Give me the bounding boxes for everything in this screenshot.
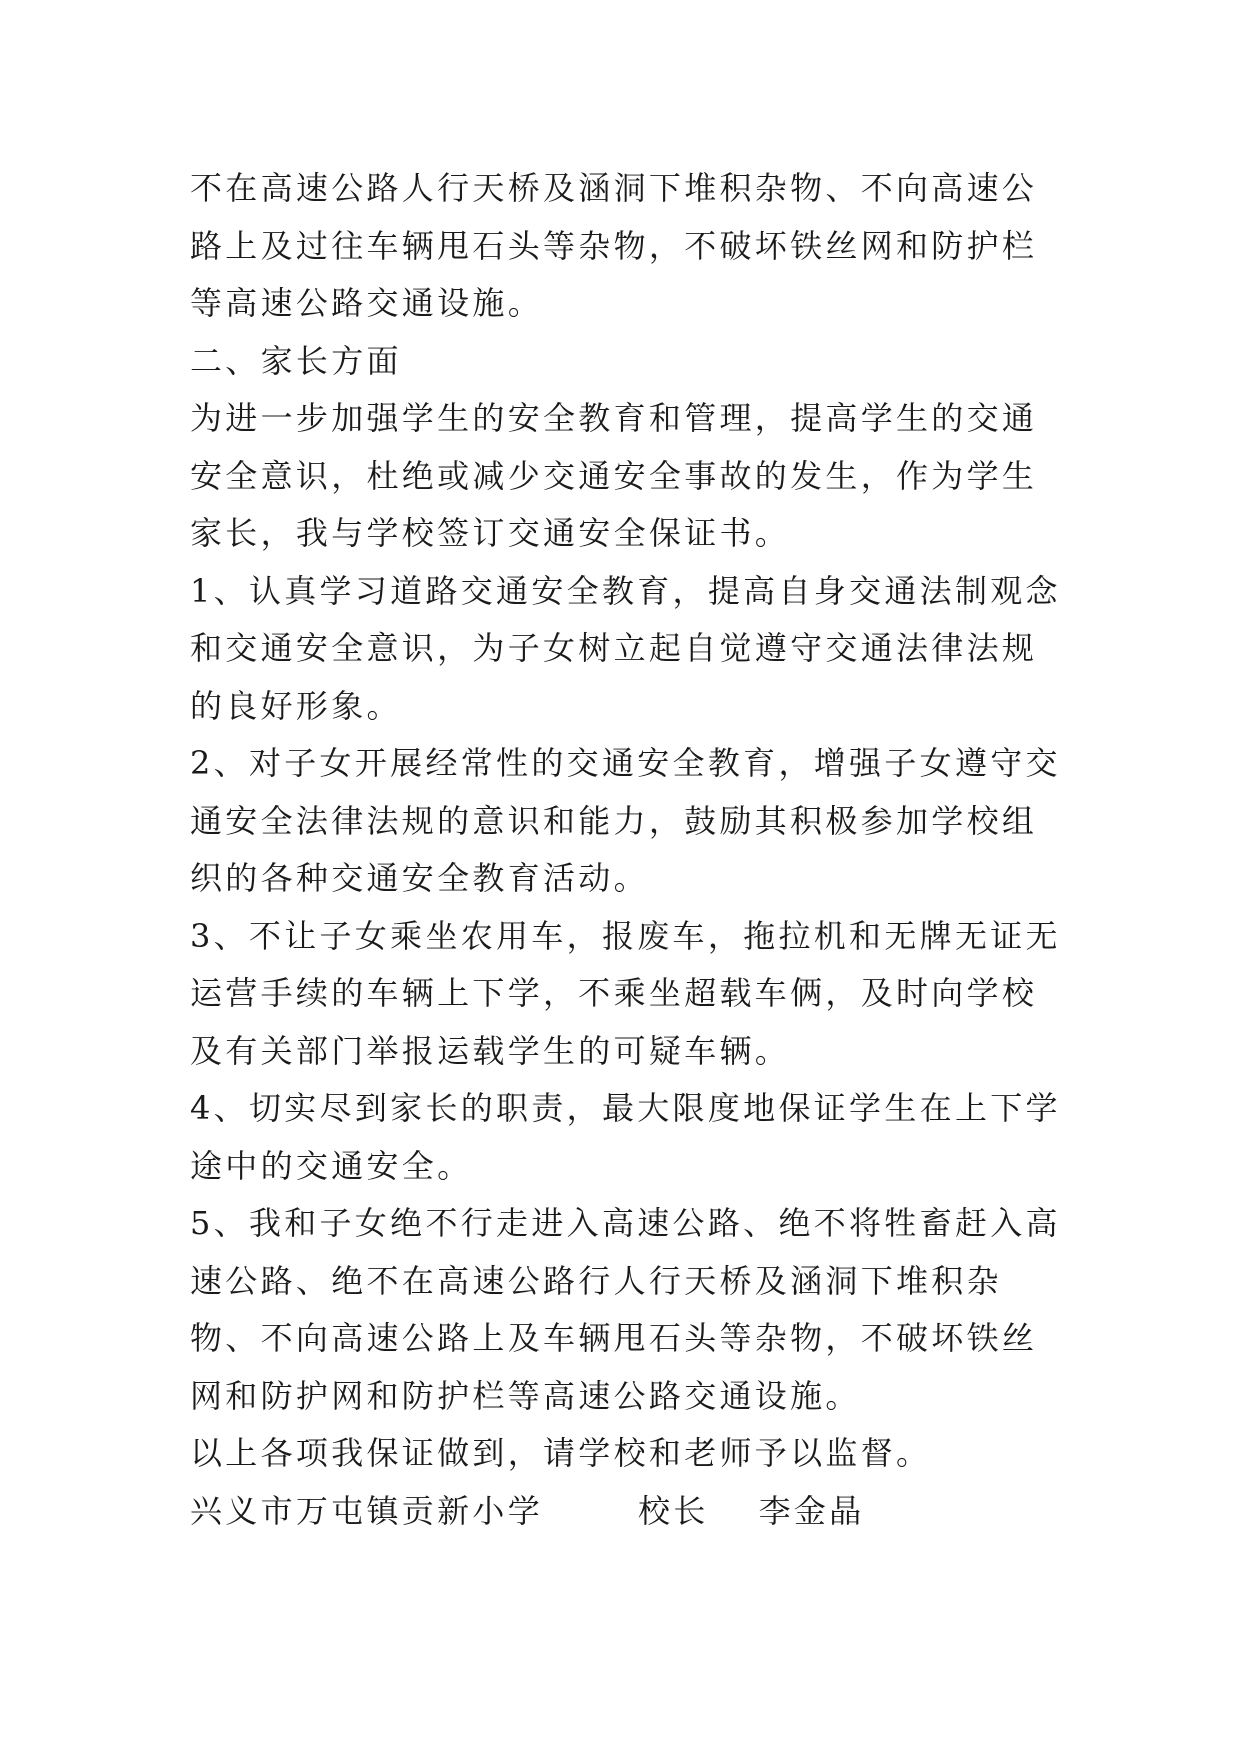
paragraph-intro: 为进一步加强学生的安全教育和管理，提高学生的交通安全意识，杜绝或减少交通安全事故的发生，作为学生家长，我与学校签订交通安全保证书。 [190, 399, 1038, 552]
signature-title: 校长 [638, 1491, 709, 1530]
section-heading-parents: 二、家长方面 [190, 341, 402, 380]
paragraph-item-1: 1、认真学习道路交通安全教育，提高自身交通法制观念和交通安全意识，为子女树立起自觉遵守交通法律法规的良好形象。 [190, 571, 1061, 725]
paragraph-continuation: 不在高速公路人行天桥及涵洞下堆积杂物、不向高速公路上及过往车辆甩石头等杂物，不破坏铁丝网和防护栏等高速公路交通设施。 [190, 169, 1038, 322]
paragraph-closing: 以上各项我保证做到，请学校和老师予以监督。 [190, 1434, 932, 1472]
signature-line [190, 1483, 1070, 1541]
signature-name: 李金晶 [758, 1491, 865, 1530]
document-body [190, 160, 1070, 1540]
paragraph-item-3: 3、不让子女乘坐农用车，报废车，拖拉机和无牌无证无运营手续的车辆上下学，不乘坐超载车俩，及时向学校及有关部门举报运载学生的可疑车辆。 [190, 916, 1061, 1070]
paragraph-item-4: 4、切实尽到家长的职责，最大限度地保证学生在上下学途中的交通安全。 [190, 1089, 1061, 1185]
paragraph-item-5: 5、我和子女绝不行走进入高速公路、绝不将牲畜赶入高速公路、绝不在高速公路行人行天桥及涵洞下堆积杂物、不向高速公路上及车辆甩石头等杂物，不破坏铁丝网和防护网和防护栏等高速公路交通设施。 [190, 1204, 1061, 1415]
signature-school: 兴义市万屯镇贡新小学 [190, 1491, 544, 1530]
paragraph-item-2: 2、对子女开展经常性的交通安全教育，增强子女遵守交通安全法律法规的意识和能力，鼓励其积极参加学校组织的各种交通安全教育活动。 [190, 744, 1061, 897]
